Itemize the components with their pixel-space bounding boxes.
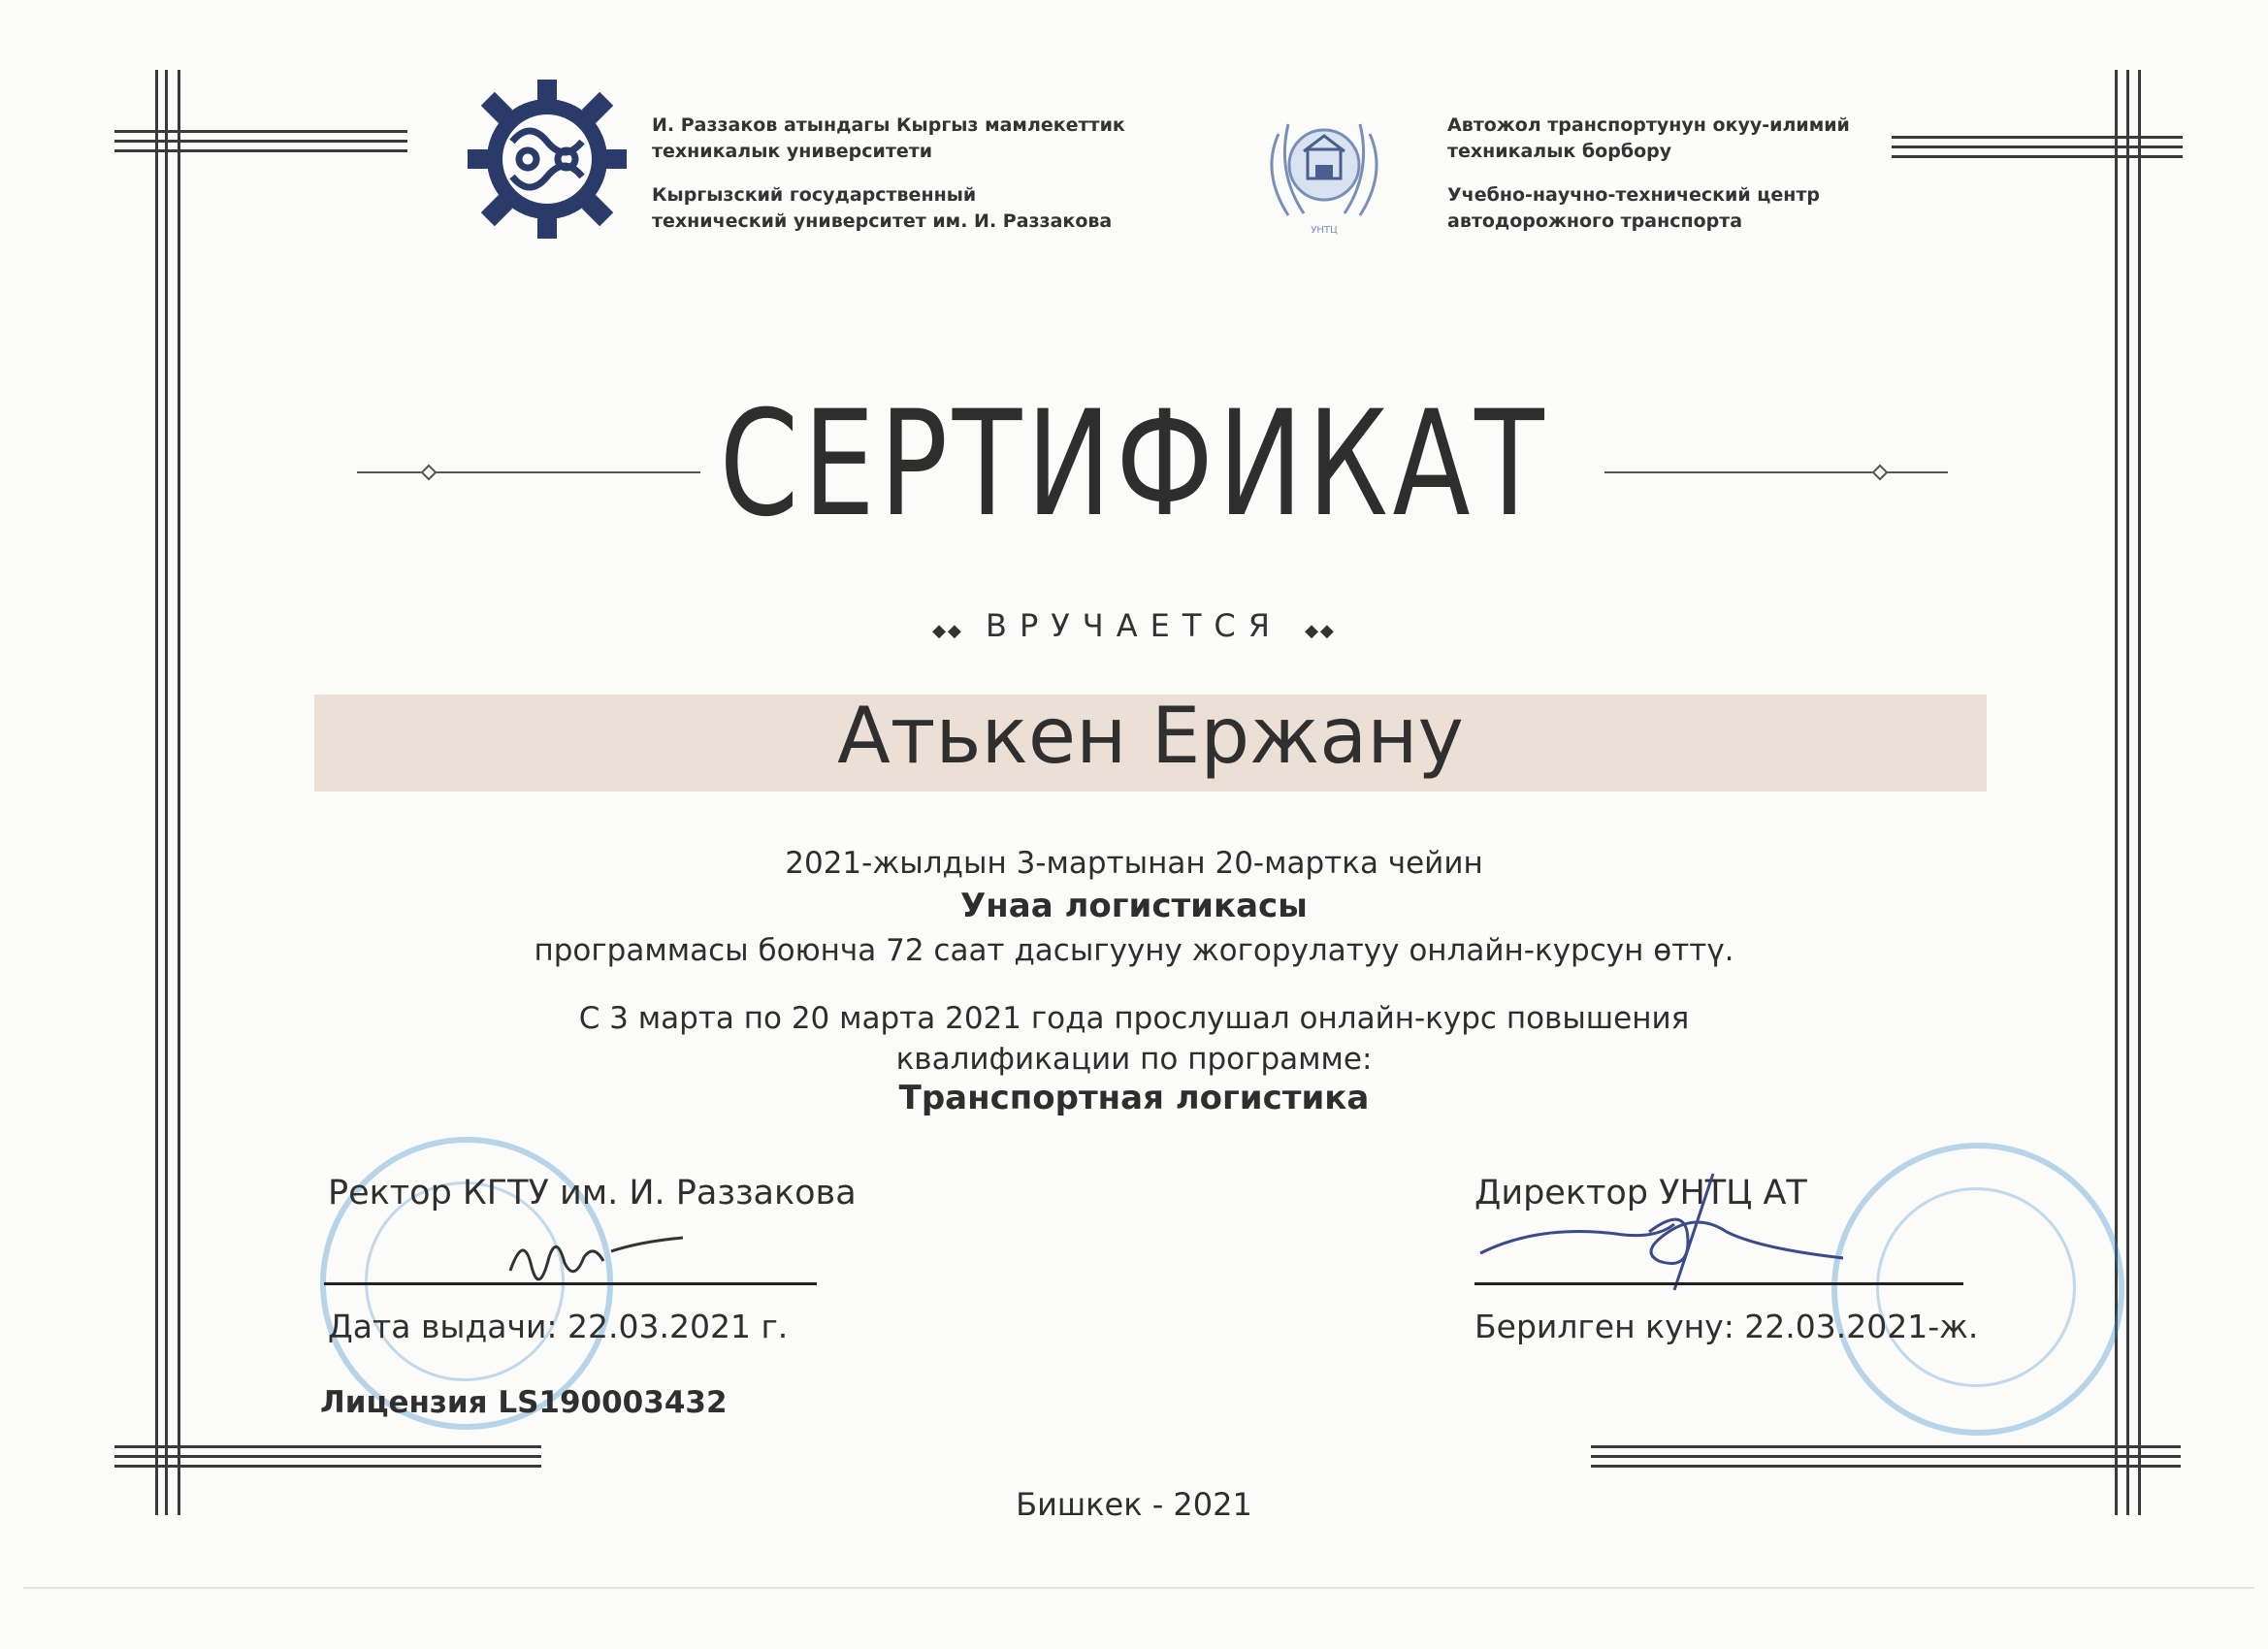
right-organization [1447,113,1850,235]
right-signatory-title: Директор УНТЦ АТ [1474,1174,1807,1212]
frame-bottom-left-1 [114,1445,541,1448]
awarded-text: ВРУЧАЕТСЯ [986,607,1282,644]
svg-text:УНТЦ: УНТЦ [1311,225,1338,236]
left-org-ru-line-1: Кыргызский государственный [652,184,977,206]
frame-bottom-left-3 [114,1465,541,1468]
certificate-title: СЕРТИФИКАТ [719,380,1549,549]
left-issue-date: Дата выдачи: 22.03.2021 г. [328,1308,789,1345]
left-org-kg-line-2: техникалык университети [652,141,933,162]
left-org-ru-line-2: технический университет им. И. Раззакова [652,210,1113,232]
frame-top-right-2 [1892,146,2183,148]
right-issue-date: Берилген куну: 22.03.2021-ж. [1474,1308,1979,1345]
frame-bottom-right-3 [1591,1465,2181,1468]
right-stamp-inner [1876,1187,2076,1387]
city-year: Бишкек - 2021 [1016,1486,1252,1523]
right-signature-line [1474,1282,1963,1285]
left-signatory-title: Ректор КГТУ им. И. Раззакова [328,1174,857,1212]
frame-bottom-left-2 [114,1455,541,1458]
right-signature-scribble [1474,1164,1843,1300]
right-org-ru-line-2: автодорожного транспорта [1447,210,1743,232]
recipient-name: Атькен Ержану [837,691,1464,781]
frame-top-left-3 [114,149,407,152]
right-org-ru-line-1: Учебно-научно-технический центр [1447,184,1820,206]
diamond-left-icon: ◆◆ [932,621,963,641]
ru-program: Транспортная логистика [898,1079,1370,1117]
license-number: Лицензия LS190003432 [320,1385,728,1420]
kg-line-1: 2021-жылдын 3-мартынан 20-мартка чейин [785,846,1483,881]
frame-left-inner [165,70,168,1515]
left-signature-line [324,1282,817,1285]
ru-line-1: С 3 марта по 20 марта 2021 года прослушал онлайн-курс повышения [578,1001,1690,1036]
ru-line-2: квалификации по программе: [895,1042,1373,1077]
frame-top-left-1 [114,130,407,133]
left-signature-scribble [504,1222,689,1290]
kg-line-2: программасы боюнча 72 саат дасыгууну жогорулатуу онлайн-курсун өттү. [534,933,1734,968]
kstu-logo-icon [462,74,632,244]
kg-program: Унаа логистикасы [960,887,1308,925]
frame-top-left-2 [114,140,407,143]
frame-right-inner2 [2138,70,2141,1515]
frame-bottom-right-2 [1591,1455,2181,1458]
scan-bottom-edge [23,1587,2254,1589]
left-organization [652,113,1125,235]
frame-right-inner [2126,70,2129,1515]
frame-bottom-right-1 [1591,1445,2181,1448]
right-org-kg-line-1: Автожол транспортунун окуу-илимий [1447,114,1850,136]
untc-emblem-icon [1259,105,1389,241]
right-org-kg-line-2: техникалык борбору [1447,141,1672,162]
frame-left-inner2 [178,70,180,1515]
frame-top-right-1 [1892,136,2183,139]
awarded-label [0,607,2268,644]
left-org-kg-line-1: И. Раззаков атындагы Кыргыз мамлекеттик [652,114,1125,136]
frame-top-right-3 [1892,155,2183,158]
frame-left-outer [155,70,158,1515]
diamond-right-icon: ◆◆ [1305,621,1336,641]
